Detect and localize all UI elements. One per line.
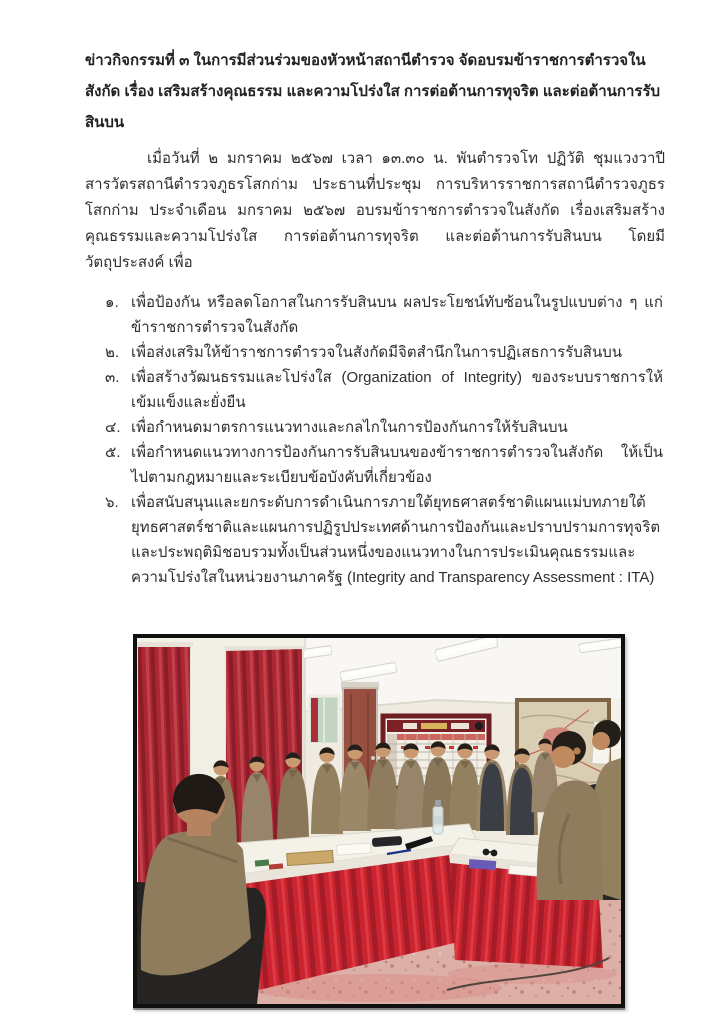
list-item-number: ๓. — [105, 369, 120, 386]
list-item — [105, 440, 663, 490]
list-item — [105, 340, 663, 365]
intro-paragraph: เมื่อวันที่ ๒ มกราคม ๒๕๖๗ เวลา ๑๓.๓๐ น. พันตำรวจโท ปฏิวัติ ชุมแวงวาปี สารวัตรสถานีตำรวจภูธรโสกก่าม ประธานที่ประชุม การบริหารราชการสถานีตำรวจภูธรโสกก่าม ประจำเดือน มกราคม ๒๕๖๗ อบรมข้าราชการตำรวจในสังกัด เรื่องเสริมสร้างคุณธรรมและความโปร่งใส การต่อต้านการทุจริต และต่อต้านการรับสินบน โดยมีวัตถุประสงค์ เพื่อ — [85, 150, 665, 271]
meeting-photo — [133, 634, 625, 1008]
list-item — [105, 415, 663, 440]
list-item-number: ๑. — [105, 294, 119, 311]
list-item — [105, 490, 663, 590]
list-item — [105, 290, 663, 340]
objectives-list — [105, 290, 663, 590]
list-item-number: ๕. — [105, 444, 121, 461]
list-item-text: เพื่อกำหนดแนวทางการป้องกันการรับสินบนของข้าราชการตำรวจในสังกัด ให้เป็นไปตามกฎหมายและระเบียบข้อบังคับที่เกี่ยวข้อง — [131, 444, 663, 486]
page-title: ข่าวกิจกรรมที่ ๓ ในการมีส่วนร่วมของหัวหน้าสถานีตำรวจ จัดอบรมข้าราชการตำรวจในสังกัด เรื่อง เสริมสร้างคุณธรรม และความโปร่งใส การต่อต้านการทุจริต และต่อต้านการรับสินบน — [85, 52, 661, 131]
list-item-text: เพื่อกำหนดมาตรการแนวทางและกลไกในการป้องกันการให้รับสินบน — [131, 419, 568, 436]
list-item-text: เพื่อสร้างวัฒนธรรมและโปร่งใส (Organization of Integrity) ของระบบราชการให้เข้มแข็งและยั่งยืน — [131, 369, 663, 411]
list-item — [105, 365, 663, 415]
list-item-text: เพื่อป้องกัน หรือลดโอกาสในการรับสินบน ผลประโยชน์ทับซ้อนในรูปแบบต่าง ๆ แก่ข้าราชการตำรวจในสังกัด — [131, 294, 663, 336]
list-item-number: ๖. — [105, 494, 119, 511]
list-item-text: เพื่อส่งเสริมให้ข้าราชการตำรวจในสังกัดมีจิตสำนึกในการปฏิเสธการรับสินบน — [131, 344, 622, 361]
list-item-number: ๔. — [105, 419, 121, 436]
list-item-number: ๒. — [105, 344, 120, 361]
list-item-text: เพื่อสนับสนุนและยกระดับการดำเนินการภายใต้ยุทธศาสตร์ชาติแผนแม่บทภายใต้ยุทธศาสตร์ชาติและแผนการปฏิรูปประเทศด้านการป้องกันและปราบปรามการทุจริตและประพฤติมิชอบรวมทั้งเป็นส่วนหนึ่งของแนวทางในการประเมินคุณธรรมและความโปร่งใสในหน่วยงานภาครัฐ (Integrity and Transparency Assessment : ITA) — [131, 494, 661, 586]
